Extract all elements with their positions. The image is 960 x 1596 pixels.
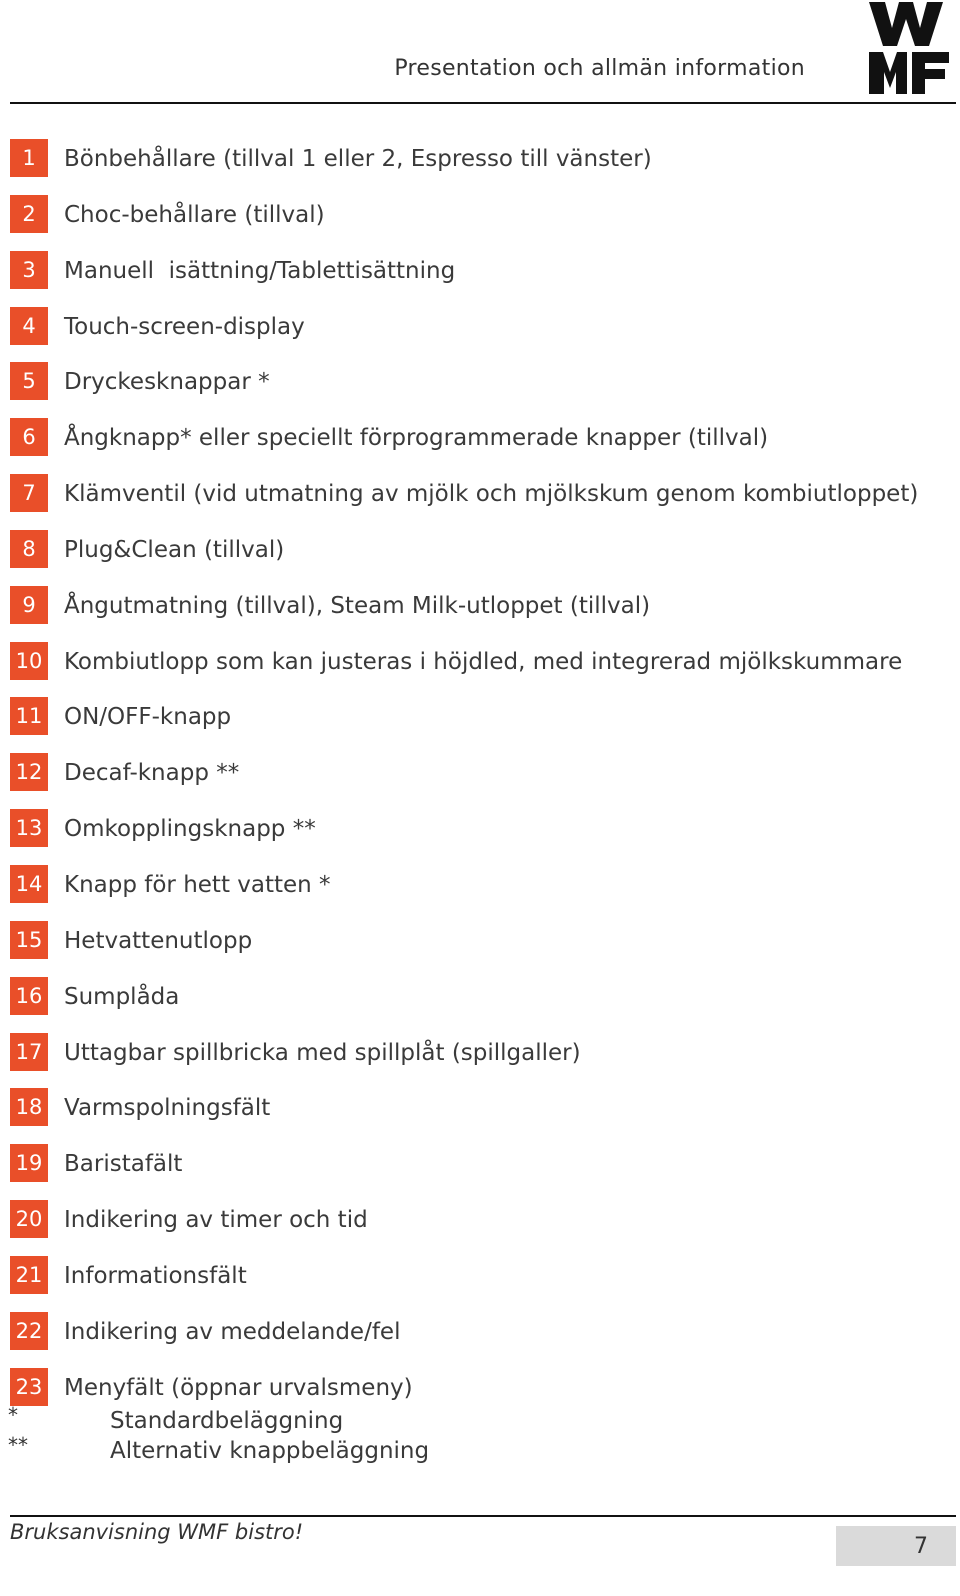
list-item	[0, 474, 960, 530]
item-number-badge: 9	[10, 586, 48, 624]
list-item	[0, 530, 960, 586]
list-item	[0, 697, 960, 753]
footnote	[0, 1403, 960, 1437]
list-item	[0, 418, 960, 474]
list-item	[0, 1033, 960, 1089]
item-label: Knapp för hett vatten *	[64, 871, 331, 898]
list-item	[0, 1256, 960, 1312]
item-label: Manuell isättning/Tablettisättning	[64, 257, 456, 284]
list-item	[0, 1312, 960, 1368]
item-label: Sumplåda	[64, 983, 180, 1010]
item-number-badge: 16	[10, 977, 48, 1015]
item-label: Dryckesknappar *	[64, 369, 270, 396]
item-number-badge: 4	[10, 307, 48, 345]
page-number: 7	[914, 1534, 928, 1559]
list-item	[0, 362, 960, 418]
item-number-badge: 5	[10, 362, 48, 400]
item-label: Bönbehållare (tillval 1 eller 2, Espresso till vänster)	[64, 146, 652, 172]
list-item	[0, 195, 960, 251]
item-number-badge: 7	[10, 474, 48, 512]
page-number-box	[836, 1526, 956, 1566]
item-label: Kombiutlopp som kan justeras i höjdled, med integrerad mjölkskummare	[64, 648, 903, 675]
list-item	[0, 753, 960, 809]
item-number-badge: 1	[10, 139, 48, 177]
item-number-badge: 2	[10, 195, 48, 233]
item-label: Omkopplingsknapp **	[64, 816, 316, 843]
list-item	[0, 139, 960, 195]
footnote	[0, 1433, 960, 1467]
item-label: Touch-screen-display	[64, 313, 305, 340]
item-label: Menyfält (öppnar urvalsmeny)	[64, 1374, 413, 1401]
item-number-badge: 23	[10, 1368, 48, 1406]
item-label: Baristafält	[64, 1151, 183, 1178]
list-item	[0, 1144, 960, 1200]
list-item	[0, 809, 960, 865]
header-divider	[10, 102, 956, 104]
item-label: Decaf-knapp **	[64, 760, 240, 787]
item-number-badge: 13	[10, 809, 48, 847]
list-item	[0, 642, 960, 698]
item-number-badge: 12	[10, 753, 48, 791]
list-item	[0, 1200, 960, 1256]
item-number-badge: 3	[10, 251, 48, 289]
list-item	[0, 251, 960, 307]
item-label: ON/OFF-knapp	[64, 704, 232, 731]
list-item	[0, 307, 960, 363]
footnote-symbol: *	[8, 1403, 18, 1427]
item-label: Hetvattenutlopp	[64, 927, 253, 954]
item-label: Klämventil (vid utmatning av mjölk och mjölkskum genom kombiutloppet)	[64, 481, 919, 508]
component-list	[0, 139, 960, 1423]
item-number-badge: 8	[10, 530, 48, 568]
item-number-badge: 22	[10, 1312, 48, 1350]
item-number-badge: 19	[10, 1144, 48, 1182]
item-label: Choc-behållare (tillval)	[64, 201, 325, 228]
list-item	[0, 921, 960, 977]
item-number-badge: 20	[10, 1200, 48, 1238]
item-number-badge: 6	[10, 418, 48, 456]
item-number-badge: 18	[10, 1088, 48, 1126]
item-number-badge: 14	[10, 865, 48, 903]
list-item	[0, 865, 960, 921]
item-number-badge: 15	[10, 921, 48, 959]
footer-divider	[10, 1515, 956, 1517]
item-label: Ångknapp* eller speciellt förprogrammerade knapper (tillval)	[64, 425, 769, 452]
item-label: Uttagbar spillbricka med spillplåt (spillgaller)	[64, 1039, 581, 1066]
item-number-badge: 21	[10, 1256, 48, 1294]
item-number-badge: 10	[10, 642, 48, 680]
footnote-text: Standardbeläggning	[110, 1408, 344, 1434]
list-item	[0, 977, 960, 1033]
list-item	[0, 586, 960, 642]
item-label: Ångutmatning (tillval), Steam Milk-utloppet (tillval)	[64, 592, 651, 619]
item-label: Plug&Clean (tillval)	[64, 536, 285, 563]
item-label: Indikering av meddelande/fel	[64, 1318, 401, 1345]
list-item	[0, 1088, 960, 1144]
item-label: Informationsfält	[64, 1262, 247, 1289]
footnotes	[0, 1403, 960, 1467]
footnote-symbol: **	[8, 1433, 28, 1457]
item-label: Varmspolningsfält	[64, 1095, 271, 1122]
item-label: Indikering av timer och tid	[64, 1207, 368, 1234]
item-number-badge: 11	[10, 697, 48, 735]
page-title: Presentation och allmän information	[394, 56, 805, 81]
footnote-text: Alternativ knappbeläggning	[110, 1438, 430, 1464]
wmf-logo	[869, 2, 951, 94]
item-number-badge: 17	[10, 1033, 48, 1071]
manual-title: Bruksanvisning WMF bistro!	[10, 1520, 304, 1544]
